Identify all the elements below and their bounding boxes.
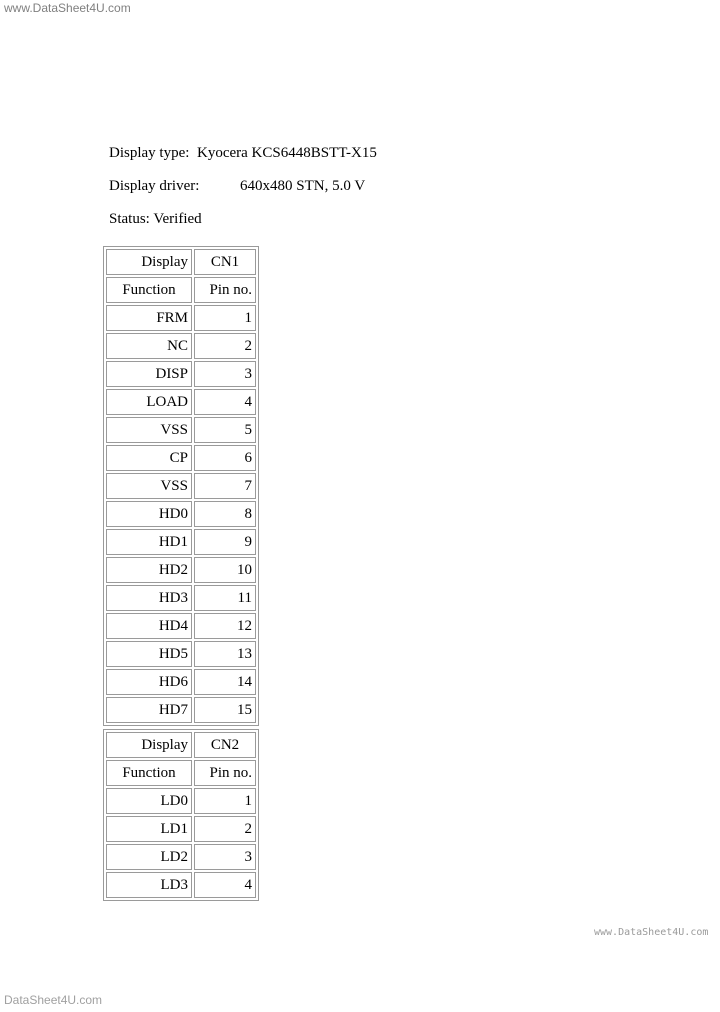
pin-cell: 14 xyxy=(194,669,256,695)
subheader-pin-cell: Pin no. xyxy=(194,277,256,303)
subheader-function-cell: Function xyxy=(106,277,192,303)
table-row xyxy=(106,697,256,723)
pin-cell: 4 xyxy=(194,389,256,415)
function-cell: LD1 xyxy=(106,816,192,842)
pin-cell: 1 xyxy=(194,305,256,331)
pin-table-cn2 xyxy=(103,729,259,901)
table-subheader-row xyxy=(106,277,256,303)
function-cell: VSS xyxy=(106,417,192,443)
display-type-label: Display type: xyxy=(109,145,190,161)
status-line xyxy=(109,211,202,228)
function-cell: HD1 xyxy=(106,529,192,555)
pin-cell: 11 xyxy=(194,585,256,611)
pin-cell: 15 xyxy=(194,697,256,723)
pin-cell: 13 xyxy=(194,641,256,667)
subheader-pin-cell: Pin no. xyxy=(194,760,256,786)
function-cell: HD6 xyxy=(106,669,192,695)
pin-cell: 12 xyxy=(194,613,256,639)
display-driver-line xyxy=(109,178,365,195)
function-cell: LOAD xyxy=(106,389,192,415)
table-row xyxy=(106,613,256,639)
pin-cell: 6 xyxy=(194,445,256,471)
table-row xyxy=(106,333,256,359)
function-cell: LD3 xyxy=(106,872,192,898)
function-cell: HD7 xyxy=(106,697,192,723)
table-row xyxy=(106,585,256,611)
pin-cell: 7 xyxy=(194,473,256,499)
function-cell: HD5 xyxy=(106,641,192,667)
function-cell: FRM xyxy=(106,305,192,331)
display-type-line xyxy=(109,145,377,162)
pin-cell: 8 xyxy=(194,501,256,527)
pin-table-cn1 xyxy=(103,246,259,726)
table-header-row xyxy=(106,249,256,275)
pin-cell: 10 xyxy=(194,557,256,583)
function-cell: VSS xyxy=(106,473,192,499)
table-row xyxy=(106,816,256,842)
header-display-cell: Display xyxy=(106,249,192,275)
table-row xyxy=(106,844,256,870)
pin-cell: 9 xyxy=(194,529,256,555)
subheader-function-cell: Function xyxy=(106,760,192,786)
pin-cell: 3 xyxy=(194,844,256,870)
table-row xyxy=(106,501,256,527)
table-row xyxy=(106,641,256,667)
pin-cell: 2 xyxy=(194,816,256,842)
display-type-value: Kyocera KCS6448BSTT-X15 xyxy=(197,145,377,161)
header-display-cell: Display xyxy=(106,732,192,758)
table-row xyxy=(106,788,256,814)
table-row xyxy=(106,445,256,471)
table-header-row xyxy=(106,732,256,758)
watermark-bottom-right: www.DataSheet4U.com xyxy=(594,927,709,938)
table-row xyxy=(106,389,256,415)
table-row xyxy=(106,473,256,499)
function-cell: NC xyxy=(106,333,192,359)
function-cell: DISP xyxy=(106,361,192,387)
header-connector-cell: CN2 xyxy=(194,732,256,758)
function-cell: HD3 xyxy=(106,585,192,611)
table-row xyxy=(106,361,256,387)
table-row xyxy=(106,557,256,583)
pin-cell: 1 xyxy=(194,788,256,814)
function-cell: HD4 xyxy=(106,613,192,639)
header-connector-cell: CN1 xyxy=(194,249,256,275)
table-row xyxy=(106,417,256,443)
pin-cell: 4 xyxy=(194,872,256,898)
display-driver-value: 640x480 STN, 5.0 V xyxy=(240,178,366,194)
function-cell: HD2 xyxy=(106,557,192,583)
table-row xyxy=(106,669,256,695)
table-row xyxy=(106,872,256,898)
watermark-top: www.DataSheet4U.com xyxy=(4,1,131,15)
status-label: Status: xyxy=(109,211,150,227)
function-cell: LD2 xyxy=(106,844,192,870)
pin-cell: 3 xyxy=(194,361,256,387)
table-subheader-row xyxy=(106,760,256,786)
pin-cell: 5 xyxy=(194,417,256,443)
watermark-bottom-left: DataSheet4U.com xyxy=(4,993,103,1007)
function-cell: CP xyxy=(106,445,192,471)
table-row xyxy=(106,529,256,555)
function-cell: LD0 xyxy=(106,788,192,814)
status-value: Verified xyxy=(153,211,202,227)
function-cell: HD0 xyxy=(106,501,192,527)
pin-cell: 2 xyxy=(194,333,256,359)
display-driver-label: Display driver: xyxy=(109,178,200,194)
table-row xyxy=(106,305,256,331)
